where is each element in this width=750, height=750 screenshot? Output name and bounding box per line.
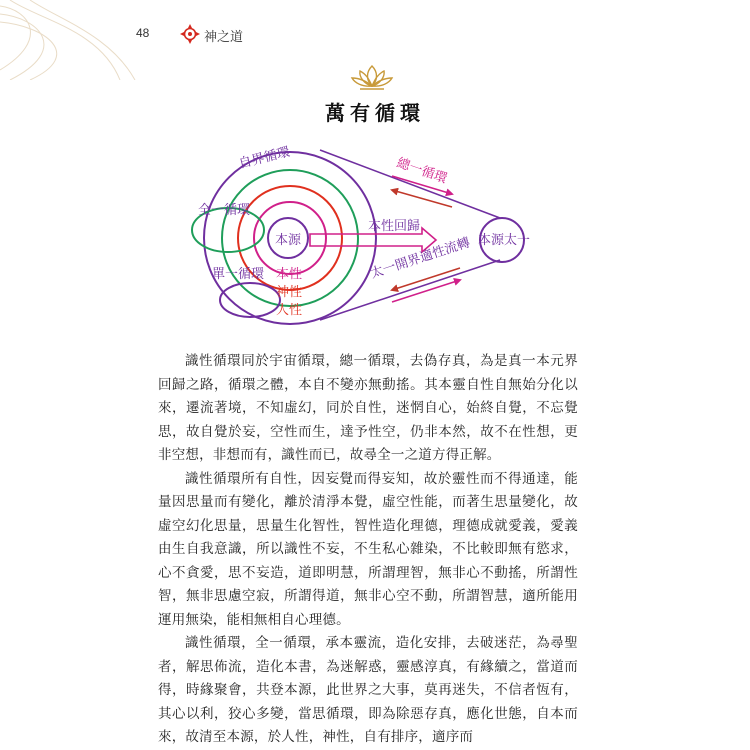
label-benyuan-taiyi: 本源太一 — [478, 233, 531, 248]
page-number: 48 — [136, 26, 150, 40]
label-benxing: 本性 — [276, 267, 303, 282]
paragraph-3: 識性循環，全一循環，承本靈流，造化安排，去破迷茫，為尋聖者，解思佈流，造化本書，為迷解惑，靈感淳真，有緣續之，當道而得，時緣聚會，共登本源，此世界之大事，莫再迷失，不信者恆有，其心以利，狡心多變，當思循環，即為除惡存真，應化世態，自本而來，故清至本源，於人性，神性，自有排序，適序而 — [158, 635, 578, 745]
label-renxing: 人性 — [276, 303, 303, 318]
corner-wave-decoration — [0, 0, 150, 80]
label-zijie-xunhuan: 自界循環 — [237, 144, 292, 172]
label-benxing-huigui: 本性回歸 — [368, 219, 421, 234]
body-text — [158, 350, 578, 750]
label-quanyi-xunhuan: 全一循環 — [198, 203, 251, 218]
label-benyuan: 本源 — [275, 233, 302, 248]
paragraph-2: 識性循環所有自性，因妄覺而得妄知，故於靈性而不得通達，能量因思量而有變化，離於清淨本覺，虛空性能，而著生思量變化，故虛空幻化思量，思量生化智性，智性造化理德，理德成就愛義，愛義由生自我意識，所以識性不妄，不生私心雜染，不比較即無有慾求，心不貪愛，思不妄造，道即明慧，所謂理智，無非心不動搖，所謂性智，無非思慮空寂，所謂得道，無非心空不動，所謂智慧，適所能用運用無染，能相無相自心理德。 — [158, 470, 578, 628]
red-compass-emblem-icon — [180, 24, 200, 44]
label-shenxing: 神性 — [276, 285, 303, 300]
label-taiyi-kaijie: 太一開界適性流轉 — [368, 235, 473, 282]
label-danyi-xunhuan: 單一循環 — [212, 267, 265, 282]
section-title: 萬有循環 — [325, 101, 425, 125]
label-zong-yi-xunhuan: 總一循環 — [394, 155, 449, 187]
golden-lotus-icon — [350, 64, 394, 92]
cycle-diagram — [160, 130, 580, 330]
upper-arrow-left — [392, 190, 452, 207]
book-title: 神之道 — [204, 30, 244, 45]
paragraph-1: 識性循環同於宇宙循環，總一循環，去偽存真，為是真一本元界回歸之路，循環之體，本自不變亦無動搖。其本靈自性自無始分化以來，遷流著境，不知虛幻，同於自性，迷惘自心，始終自覺，不忘覺思，故自覺於妄，空性而生，達予性空，仍非本然，故不在性想，更非空想，非想而有，識性而已，故尋全一之道方得正解。 — [158, 353, 578, 463]
lower-arrow-right — [392, 280, 460, 302]
